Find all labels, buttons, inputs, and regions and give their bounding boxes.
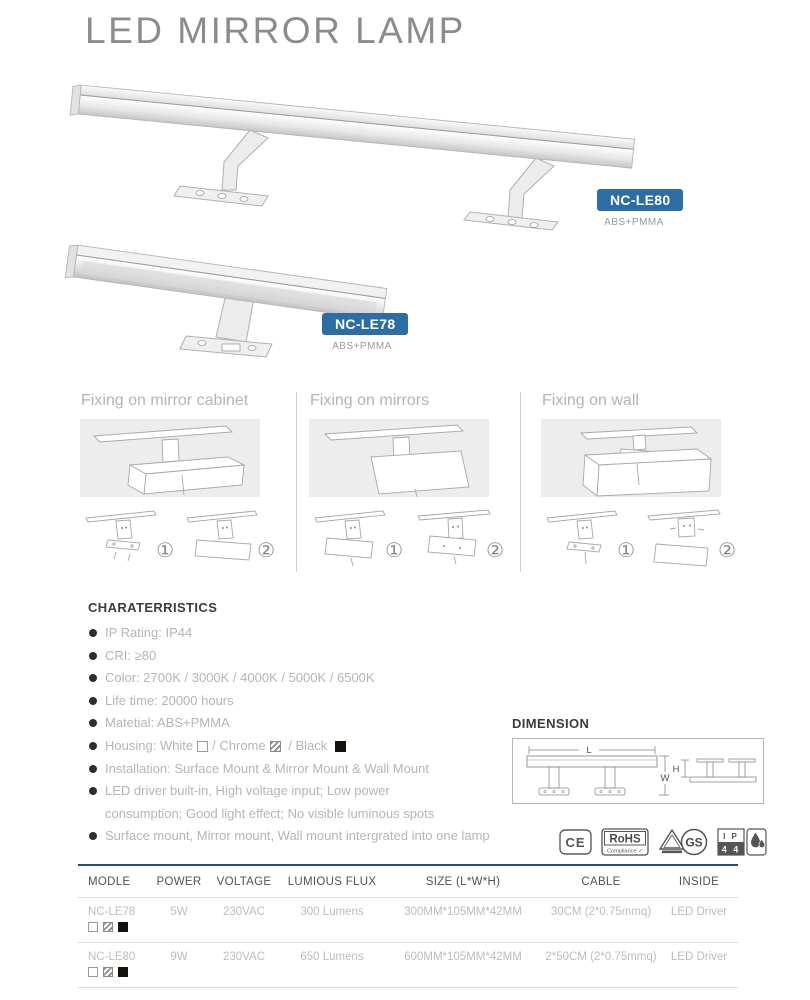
step-number-2: ②: [718, 540, 736, 562]
table-row: [78, 943, 738, 988]
bullet-icon: [89, 765, 97, 773]
gs-label: GS: [685, 835, 703, 850]
characteristic-item: LED driver built-in, High voltage input; Low power: [88, 784, 524, 798]
table-cell: 300 Lumens: [280, 898, 384, 943]
dimension-diagram-box: [512, 738, 764, 804]
bullet-icon: [89, 719, 97, 727]
model-name: NC-LE80: [88, 951, 136, 963]
bullet-icon: [89, 697, 97, 705]
housing-swatches: [88, 967, 148, 980]
bullet-icon: [89, 652, 97, 660]
dimension-heading: DIMENSION: [512, 716, 590, 731]
characteristics-section: [88, 600, 524, 852]
width-label: W: [660, 773, 670, 784]
height-label: H: [672, 764, 680, 775]
column-header: LUMIOUS FLUX: [280, 865, 384, 898]
table-cell: 600MM*105MM*42MM: [384, 943, 542, 988]
step-1: [309, 502, 406, 568]
table-cell: 230VAC: [208, 898, 280, 943]
table-cell: LED Driver: [660, 898, 738, 943]
step-2: [642, 502, 739, 568]
material-label-nc-le80: ABS+PMMA: [604, 217, 664, 228]
ip-label: I P: [723, 832, 739, 841]
characteristic-item: consumption; Good light effect; No visible luminous spots: [105, 805, 435, 821]
fixing-section: [80, 392, 736, 572]
fixing-panel-title: Fixing on mirror cabinet: [81, 392, 249, 409]
mirror-cabinet-steps: [80, 502, 296, 568]
rohs-label: RoHS: [609, 833, 641, 846]
dimension-drawing: [513, 739, 763, 803]
chrome-swatch: [103, 922, 113, 932]
rohs-subtitle: Compliance ✓: [607, 848, 643, 855]
table-cell: LED Driver: [660, 943, 738, 988]
fixing-panel-mirror-cabinet: [80, 392, 296, 572]
spec-table: [78, 864, 738, 988]
model-cell: [78, 898, 150, 943]
dimension-section: [512, 716, 764, 804]
wall-drawing: [541, 419, 721, 497]
table-cell: 30CM (2*0.75mmq): [542, 898, 660, 943]
mirrors-illustration: [309, 419, 489, 497]
white-swatch: [88, 922, 98, 932]
table-cell: 5W: [150, 898, 208, 943]
white-swatch: [88, 967, 98, 977]
model-badge-nc-le80: NC-LE80: [597, 189, 683, 211]
step-2: [410, 502, 507, 568]
mirror-cabinet-drawing: [80, 419, 260, 497]
lamp-image-nc-le80: [60, 72, 660, 232]
table-row: [78, 898, 738, 943]
wall-steps: [541, 502, 736, 568]
column-header: INSIDE: [660, 865, 738, 898]
step-1: [80, 502, 177, 568]
characteristic-item: IP Rating: IP44: [88, 626, 524, 640]
material-label-nc-le78: ABS+PMMA: [332, 341, 392, 352]
fixing-panel-wall: [520, 392, 736, 572]
mirrors-drawing: [309, 419, 489, 497]
certifications-row: [559, 827, 767, 857]
bullet-icon: [89, 742, 97, 750]
characteristic-item: Installation: Surface Mount & Mirror Mount & Wall Mount: [88, 762, 524, 776]
rohs-icon: [601, 828, 649, 856]
chrome-swatch: [270, 741, 281, 752]
column-header: POWER: [150, 865, 208, 898]
ip-rating-value: 4 4: [721, 844, 741, 855]
model-name: NC-LE78: [88, 906, 136, 918]
model-cell: [78, 943, 150, 988]
bullet-icon: [89, 674, 97, 682]
characteristic-item: Color: 2700K / 3000K / 4000K / 5000K / 6500K: [88, 671, 524, 685]
bullet-icon: [89, 787, 97, 795]
black-swatch: [118, 922, 128, 932]
column-header: SIZE (L*W*H): [384, 865, 542, 898]
wall-illustration: [541, 419, 721, 497]
table-cell: 650 Lumens: [280, 943, 384, 988]
step-1: [541, 502, 638, 568]
tuv-gs-icon: [658, 827, 708, 857]
step-number-2: ②: [257, 540, 275, 562]
length-label: L: [586, 745, 592, 756]
column-header: MODLE: [78, 865, 150, 898]
step-number-1: ①: [385, 540, 403, 562]
mirror-cabinet-illustration: [80, 419, 260, 497]
table-cell: 300MM*105MM*42MM: [384, 898, 542, 943]
fixing-panel-mirrors: [296, 392, 520, 572]
white-swatch: [197, 741, 208, 752]
page-title: LED MIRROR LAMP: [85, 10, 466, 51]
step-number-1: ①: [617, 540, 635, 562]
table-cell: 9W: [150, 943, 208, 988]
table-cell: 2*50CM (2*0.75mmq): [542, 943, 660, 988]
fixing-panel-title: Fixing on wall: [542, 392, 639, 409]
bullet-icon: [89, 832, 97, 840]
step-2: [181, 502, 278, 568]
step-number-2: ②: [486, 540, 504, 562]
characteristic-item: Matetial: ABS+PMMA: [88, 716, 524, 730]
black-swatch: [335, 741, 346, 752]
characteristic-item: Surface mount, Mirror mount, Wall mount intergrated into one lamp: [88, 829, 524, 843]
ip44-icon: [717, 828, 767, 856]
column-header: CABLE: [542, 865, 660, 898]
mirrors-steps: [309, 502, 520, 568]
characteristic-item: Life time: 20000 hours: [88, 694, 524, 708]
characteristic-item: Housing: White / Chrome / Black: [88, 739, 524, 753]
ce-label: CE: [565, 835, 586, 850]
black-swatch: [118, 967, 128, 977]
housing-swatches: [88, 922, 148, 935]
characteristic-item: CRI: ≥80: [88, 649, 524, 663]
table-cell: 230VAC: [208, 943, 280, 988]
spec-table-header-row: [78, 865, 738, 898]
spec-table-body: [78, 898, 738, 988]
fixing-panel-title: Fixing on mirrors: [310, 392, 430, 409]
chrome-swatch: [103, 967, 113, 977]
column-header: VOLTAGE: [208, 865, 280, 898]
bullet-icon: [89, 629, 97, 637]
characteristics-heading: CHARATERRISTICS: [88, 600, 218, 615]
model-badge-nc-le78: NC-LE78: [322, 313, 408, 335]
step-number-1: ①: [156, 540, 174, 562]
ce-mark-icon: [559, 829, 592, 855]
characteristics-list: [88, 626, 524, 843]
